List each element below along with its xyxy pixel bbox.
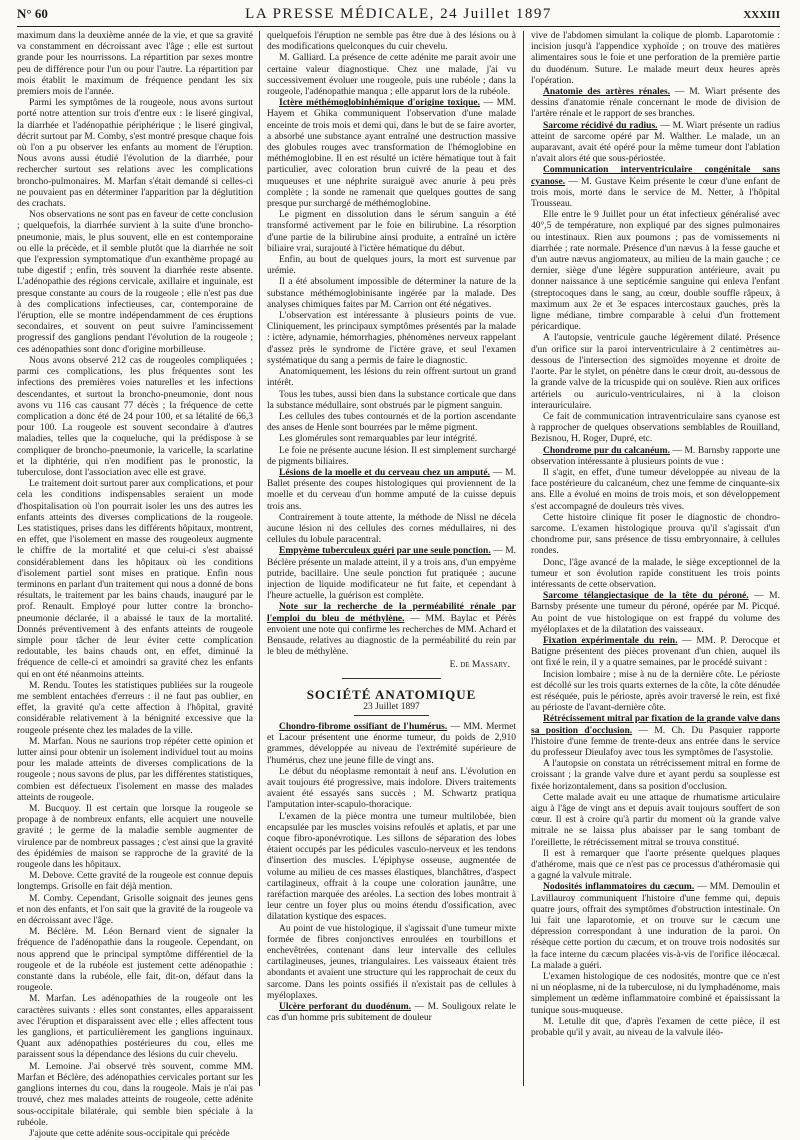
paragraph: Contrairement à toute attente, la méthode de Nissl ne décela aucune lésion ni des cellules des cornes médullaires, ni des cellules du lobule paracentral. — [267, 512, 516, 546]
article-heading: Note sur la recherche de la perméabilité rénale par l'emploi du bleu de méthylène. — [267, 602, 516, 624]
paragraph: Les glomérules sont remarquables par leur intégrité. — [279, 434, 478, 445]
paragraph: vive de l'abdomen simulant la colique de plomb. Laparotomie : incision jusqu'à l'appendice xyphoïde ; on trouve des matières alimentaires sous le foie et une perforation de la première partie du duodénum. Suture. Le malade meurt deux heures après l'opération. — [531, 31, 780, 86]
section-title: SOCIÉTÉ ANATOMIQUE — [306, 686, 477, 702]
paragraph: M. Rendu. Toutes les statistiques publiées sur la rougeole me semblent entachées d'erreurs : il ne faut pas oublier, en effet, la gravité qu'a cette affection à l'hôpital, gravité considérable relativement à la bénignité excessive que la rougeole présente chez les malades de la ville. — [17, 680, 253, 736]
paragraph: Elle entre le 9 Juillet pour un état infectieux généralisé avec 40°,5 de température, non expliqué par des signes pulmonaires ou intestinaux. Rien aux poumons ; pas de vomissements ni diarrhée ; rate normale. Présence d'un nævus à la fesse gauche et d'un autre nævus angiomateux, au milieu de la main gauche ; ce dernier, siège d'une légère suppuration antérieure, avait pu donner naissance à une septicémie sanguine qui enleva l'enfant (streptocoques dans le sang, au cœur, double souffle râpeux, à maximum aux 2e et 3e espaces intercostaux gauches, près la ligne médiane, timbre comparable à celui d'un frottement péricardique. — [531, 210, 780, 333]
paragraph: Nous avons observé 212 cas de rougeoles compliquées ; parmi ces complications, les plus fréquentes sont les infections des premières voies naturelles et les infections descendantes, et surtout la broncho-pneumonie, dont nous avons vu 116 cas causant 77 décès ; la fréquence de cette complication a donc été de 24 pour 100, et sa létalité de 66,3 pour 100. La rougeole est souvent secondaire à d'autres maladies, telles que la coqueluche, qui la prédispose à se compliquer de broncho-pneumonie, la varicelle, la scarlatine et la diphtérie, qui n'en modifient pas le pronostic, la tuberculose, dont l'association avec elle est grave. — [17, 355, 253, 478]
paragraph: M. Marfan. Nous ne saurions trop répéter cette opinion et lutter ainsi pour obtenir un isolement individuel tout au moins pour les malade atteints de diverses complications de la rougeole ; nous savons de plus, par les différentes statistiques, combien est défectueux l'isolement en masse des malades atteints de rougeole. — [17, 736, 253, 803]
article-heading: Sarcome télangiectasique de la tête du péroné. — [543, 591, 749, 602]
paragraph: M. Lemoine. J'ai observé très souvent, comme MM. Marfan et Béclère, des adénopathies cervicales portant sur les ganglions internes du cou, dans la rougeole. Mais je n'ai pas trouvé, chez mes malades atteints de rougeole, cette adénite sous-occipitale bilatérale, qui semble bien spéciale à la rubéole. — [17, 1061, 253, 1128]
article-text: — MM. Hayem et Ghika communiquent l'observation d'une malade enceinte de trois mois et demi qui, dans le but de se faire avorter, a absorbé une substance ayant entraîné une destruction massive des globules rouges avec transformation de l'hémoglobine en méthémoglobine. Il en est résulté un ictère hématique tout à fait particulier, avec coloration brun cuivré de la peau et des muqueuses et une néphrite suraiguë avec anurie à peu près complète ; la sonde ne ramenait que quelques gouttes de sang presque pur surchargé de méthémoglobine. — [267, 98, 517, 210]
article-text: — M. Gustave Keim présente le cœur d'une enfant de trois mois, morte dans le service de M. Netter, à l'hôpital Trousseau. — [531, 176, 780, 210]
paragraph: maximum dans la deuxième année de la vie, et que sa gravité va constamment en décroissant avec l'âge ; elle est surtout grande pour les nourrissons. La répartition par sexes montre peu de différence pour l'un ou pour l'autre. La répartition par mois établit le maximum de fréquence pendant les six premiers mois de l'année. — [17, 31, 253, 98]
paragraph: Les cellules des tubes contournés et de la portion ascendante des anses de Henle sont bourrées par le même pigment. — [267, 411, 516, 434]
paragraph: A l'autopsie, ventricule gauche légèrement dilaté. Présence d'un orifice sur la paroi interventriculaire à 2 centimètres au-dessous de l'intersection des sigmoïdes moyenne et droite de l'aorte. Par le stylet, on pénètre dans le cœur droit, au-dessous de la grande valve de la tricuspide qui on soulève. Rien aux orifices artériels ou auriculo-ventriculaires, ni à la cloison interauriculaire. — [531, 333, 780, 411]
article-text: — MM. P. Derocque et Batigne présentent des pièces provenant d'un chien, auquel ils ont fixé le rein, il y a quatre semaines, par le procédé suivant : — [531, 635, 781, 669]
article-text: — MM. Demoulin et Lavillauroy communiquent l'histoire d'une femme qui, depuis quatre jours, offrait des symptômes d'obstruction intestinale. On lui fait une laparotomie, et on trouve sur le cæcum une dépression correspondant à une induration de la paroi. On résèque cette portion du cæcum, et on trouve trois nodosités sur la face interne du cæcum placées vis-à-vis de l'orifice iléocæcal. La malade a guéri. — [531, 882, 781, 971]
page-number: XXXIII — [743, 9, 780, 21]
issue-number: N° 60 — [17, 6, 48, 21]
paragraph: L'observation est intéressante à plusieurs points de vue. Cliniquement, les principaux symptômes présentés par la malade : ictère, adynamie, hémorrhagies, phénomènes nerveux rappelant d'assez près le syndrome de l'ictère grave, et seul l'examen systématique du sang a permis de faire le diagnostic. — [267, 311, 516, 366]
paragraph: L'examen histologique de ces nodosités, montre que ce n'est ni un néoplasme, ni de la tuberculose, ni du lymphadénome, mais simplement un œdème inflammatoire combiné et épaississant la tunique sous-muqueuse. — [531, 972, 780, 1016]
article-entry — [531, 121, 780, 166]
article-entry — [267, 98, 516, 210]
article-entry — [531, 591, 780, 636]
article-heading: Empyème tuberculeux guéri par une seule ponction. — [279, 546, 491, 557]
article-entry — [531, 165, 780, 210]
article-entry — [267, 546, 516, 602]
article-text: — M. Ch. Du Pasquier rapporte l'histoire d'une femme de trente-deux ans entrée dans le service du professeur Dieulafoy avec tous les symptômes de l'asystolie. — [531, 725, 781, 758]
article-heading: Ictère méthémoglobinhémique d'origine toxique. — [279, 98, 480, 109]
article-heading: Chondrome pur du calcanéum. — [543, 445, 670, 456]
article-entry — [531, 882, 780, 972]
column-1 — [17, 31, 259, 1139]
paragraph: Le foie ne présente aucune lésion. Il est simplement surchargé de pigments biliaires. — [267, 445, 516, 467]
paragraph: J'ajoute que cette adénite sous-occipitale qui précède — [29, 1128, 230, 1139]
paragraph: Enfin, au bout de quelques jours, la mort est survenue par urémie. — [267, 255, 516, 277]
article-entry — [267, 722, 516, 767]
journal-title: LA PRESSE MÉDICALE, 24 Juillet 1897 — [245, 6, 552, 22]
paragraph: M. Comby. Cependant, Grisolle soignait des jeunes gens et non des enfants, et l'on sait que la gravité de la rougeole va en décroissant avec l'âge. — [17, 893, 253, 927]
paragraph: M. Galliard. La présence de cette adénite me parait avoir une certaine valeur diagnostique. Chez une malade, j'ai vu successivement évoluer une rougeole, puis une rubéole ; dans la rougeole, l'adénopathie manqua ; elle apparut lors de la rubéole. — [267, 53, 516, 98]
page-header — [17, 6, 780, 27]
article-text: — MM. Baylac et Pérès envoient une note qui confirme les recherches de MM. Achard et Bensaude, relatives au diagnostic de la perméabilité du rein par le bleu de méthylène. — [267, 613, 517, 658]
article-entry — [531, 636, 780, 670]
paragraph: L'examen de la pièce montra une tumeur multilobée, bien encapsulée par les muscles voisins refoulés et aplatis, et par une coque fibro-aponévrotique. Les sillons de séparation des lobes étaient occupés par les pédicules vasculo-nerveux et les tendons d'insertion des muscles. L'épiphyse osseuse, augmentée de volume au milieu de ces masses élastiques, blanchâtres, d'aspect cartilagineux, offrait à la coupe une coloration jaunâtre, une raréfaction marquée des aréoles. La section des lobes montrait à leur centre un foyer plus ou moins étendu d'ossification, avec dilatation kystique des espaces. — [267, 811, 516, 923]
section-date: 23 Juillet 1897 — [363, 701, 420, 712]
paragraph: Le début du néoplasme remontait à neuf ans. L'évolution en avait toujours été progressive, mais indolore. Divers traitements avaient été essayés sans succès ; M. Schwartz pratiqua l'amputation inter-scapulo-thoracique. — [267, 766, 516, 811]
article-heading: Sarcome récidivé du radius. — [543, 120, 658, 131]
article-heading: Communication interventriculaire congénitale sans cyanose. — [531, 165, 780, 187]
paragraph: Il s'agit, en effet, d'une tumeur développée au niveau de la face postérieure du calcanéum, chez une femme de cinquante-six ans. Elle a évolué en moins de trois mois, et son développement s'est accompagné de douleurs très vives. — [531, 467, 780, 512]
column-3 — [524, 31, 780, 1086]
article-heading: Fixation expérimentale du rein. — [543, 635, 678, 646]
paragraph: Donc, l'âge avancé de la malade, le siège exceptionnel de la tumeur et son évolution rapide constituent les trois points intéressants de cette observation. — [531, 557, 780, 590]
paragraph: A l'autopsie on constata un rétrécissement mitral en forme de croissant ; la grande valve dure et ayant perdu sa souplesse est fixée horizontalement, dans sa position d'occlusion. — [531, 759, 780, 792]
article-text: — M. Barnsby rapporte une observation intéressante à plusieurs points de vue : — [531, 445, 781, 467]
article-text: — M. Ballet présente des coupes histologiques qui proviennent de la moelle et du cerveau d'un homme amputé de la cuisse depuis trois ans. — [267, 467, 517, 512]
divider — [354, 715, 429, 716]
paragraph: Incision lombaire ; mise à nu de la dernière côte. Le périoste est décollé sur les trois quarts externes de la côte, la côte dénudée est réséquée, puis le périoste, après avoir traversé le rein, est fixé au périoste de l'avant-dernière côte. — [531, 669, 780, 714]
article-entry — [531, 714, 780, 759]
article-heading: Ulcère perforant du duodénum. — [279, 1002, 412, 1013]
paragraph: quelquefois l'éruption ne semble pas être due à des lésions ou à des modifications quelconques du cuir chevelu. — [267, 31, 516, 53]
paragraph: Anatomiquement, les lésions du rein offrent surtout un grand intérêt. — [267, 367, 516, 389]
paragraph: M. Béclère. M. Léon Bernard vient de signaler la fréquence de l'adénopathie dans la rougeole. Cependant, on nous apprend que le principal symptôme différentiel de la rougeole et de la rubéole est justement cette adénopathie : constante dans la rubéole, elle fait, dit-on, défaut dans la rougeole. — [17, 927, 253, 994]
columns — [17, 31, 781, 1139]
paragraph: Tous les tubes, aussi bien dans la substance corticale que dans la substance médullaire, sont obstrués par le pigment sanguin. — [267, 389, 516, 411]
paragraph: Au point de vue histologique, il s'agissait d'une tumeur mixte formée de fibres conjonctives enroulées en tourbillons et enchevêtrées, contenant dans leur intervalle des cellules cartilagineuses, jeunes, triangulaires. Les vaisseaux étaient très abondants et avaient une structure qui les rapprochait de ceux du sarcome. Dans les points ossifiés il n'existait pas de cellules à myéloplaxes. — [267, 923, 516, 1001]
divider — [342, 678, 442, 679]
article-text: — M. Wiart présente des dessins d'anatomie rénale concernant le mode de division de l'artère rénale et le rapport de ses branches. — [531, 87, 780, 120]
article-entry — [531, 446, 780, 468]
article-text: — M. Barnsby présente une tumeur du péroné, opérée par M. Picqué. Au point de vue histologique on est frappé du volume des myéloplaxes et de la dilatation des vaisseaux. — [531, 591, 781, 635]
paragraph: Nos observations ne sont pas en faveur de cette conclusion ; quelquefois, la diarrhée survient à la suite d'une broncho-pneumonie, mais, le plus souvent, elle en est contemporaine ou elle la précède, et il semble plutôt que la diarrhée ne soit que l'expression symptomatique d'un exanthème propagé au tube digestif ; enfin, très souvent la diarrhée reste absente. L'adénopathie des régions cervicale, axillaire et inguinale, est presque constante au cours de la rougeole ; elle n'est pas due à des complications infectieuses, car, contemporaine de l'éruption, elle se montre indépendamment de ces éruptions secondaires, et souvent on peut suivre l'amincissement progressif des ganglions pendant l'évolution de la rougeole ; ces adénopathies sont donc d'origine morbilleuse. — [17, 210, 253, 355]
author-signature: E. de Massary. — [449, 660, 510, 671]
article-text: — MM. Mermet et Lacour présentent une énorme tumeur, du poids de 2,910 grammes, développée au niveau de l'extrémité supérieure de l'humérus, chez une jeune fille de vingt ans. — [267, 721, 517, 766]
paragraph: Ce fait de communication intraventriculaire sans cyanose est à rapprocher de quelques observations semblables de Rouilland, Bezisnou, H. Roger, Dupré, etc. — [531, 411, 780, 445]
paragraph: Le pigment en dissolution dans le sérum sanguin a été transformé activement par le foie en bilirubine. La résorption d'une partie de la bilirubine ainsi produite, a entraîné un ictère biliaire vrai, surajouté à l'ictère hématique du début. — [267, 210, 516, 254]
paragraph: Cette histoire clinique fit poser le diagnostic de chondro-sarcome. L'examen histologique prouva qu'il s'agissait d'un chondrome pur, sans présence de tissu embryonnaire, à cellules rondes. — [531, 512, 780, 557]
article-heading: Lésions de la moelle et du cerveau chez un amputé. — [279, 467, 490, 478]
article-heading: Rétrécissement mitral par fixation de la grande valve dans sa position d'occlusion. — [531, 714, 780, 736]
article-entry — [531, 87, 780, 121]
article-heading: Nodosités inflammatoires du cæcum. — [543, 882, 695, 893]
article-entry — [267, 602, 516, 658]
paragraph: Il est à remarquer que l'aorte présente quelques plaques d'athérome, mais que ce n'est pas ce processus d'athéromasie qui a gagné la valvule mitrale. — [531, 848, 780, 882]
paragraph: Cette malade avait eu une attaque de rhumatisme articulaire aigu à l'âge de vingt ans et depuis avait toujours souffert de son cœur. Il est à croire qu'à partir du moment où la grande valve mitrale ne se laissa plus abaisser par le sang tombant de l'oreillette, le rétrécissement mitral se trouva constitué. — [531, 792, 780, 848]
article-entry — [267, 468, 516, 513]
paragraph: M. Marfan. Les adénopathies de la rougeole ont les caractères suivants : elles sont constantes, elles apparaissent avec l'éruption et disparaissent avec elle ; elles affectent tous les ganglions, et particulièrement les ganglions inguinaux. Quant aux adénopathies postérieures du cou, elles me paraissent sous la dépendance des lésions du cuir chevelu. — [17, 994, 253, 1061]
column-2 — [259, 31, 524, 1086]
article-text: — M. Souligoux relate le cas d'un homme pris subitement de douleur — [267, 1002, 516, 1024]
paragraph: M. Letulle dit que, d'après l'examen de cette pièce, il est probable qu'il y avait, au niveau de la valvule iléo- — [531, 1016, 780, 1039]
article-text: — M. Béclère présente un malade atteint, il y a trois ans, d'un empyème putride, bacillaire. Une seule ponction fut pratiquée ; aucune injection de liquide modificateur ne fut faite, et cependant à l'heure actuelle, la guérison est complète. — [267, 546, 517, 602]
article-text: — M. Wiart présente un radius atteint de sarcome opéré par M. Walther. Le malade, un an auparavant, avait été opéré pour la même tumeur dont l'ablation n'avait alors été que sous-périostée. — [531, 120, 781, 165]
paragraph: Le traitement doit surtout parer aux complications, et pour cela les conditions indispensables seraient un mode d'hospitalisation où l'on pourrait isoler les uns des autres les enfants atteints des diverses complications de la rougeole. Les statistiques, prises dans les différents hôpitaux, montrent, en effet, que l'isolement en masse des rougeoleux augmente le chiffre de la mortalité et que celui-ci s'est abaissé considérablement dans les hôpitaux où les conditions d'isolement partiel sont mises en pratique. Enfin nous terminons en parlant d'un traitement qui nous a donné de bons résultats, le traitement par les bains chauds, inauguré par le prof. Renault. Employé pour lutter contre la broncho-pneumonie déclarée, il a abaissé le taux de la mortalité. Donnés préventivement à des enfants atteints de rougeole simple pour tâcher de leur éviter cette complication redoutable, les bains chauds ont, en effet, diminué la fréquence de celle-ci et amoindri sa gravité chez les enfants qui en ont été néanmoins atteints. — [17, 479, 253, 680]
paragraph: Il a été absolument impossible de déterminer la nature de la substance méthémoglobinisante ingérée par la malade. Des analyses chimiques faites par M. Carrion ont été négatives. — [267, 277, 516, 310]
article-heading: Anatomie des artères rénales. — [543, 87, 671, 98]
paragraph: M. Bucquoy. Il est certain que lorsque la rougeole se propage à de nombreux enfants, elle acquiert une nouvelle gravité ; le germe de la maladie semble augmenter de virulence par de nombreux passages ; c'est ainsi que la gravité des épidémies de maison se rapproche de la gravité de la rougeole dans les hôpitaux. — [17, 804, 253, 871]
paragraph: Parmi les symptômes de la rougeole, nous avons surtout porté notre attention sur trois d'entre eux : le liseré gingival, la diarrhée et l'adénopathie périphérique ; le liseré gingival, décrit surtout par M. Comby, s'est montré presque chaque fois où l'on a pu observer les enfants au moment de l'éruption. Nous avons aussi étudié l'évolution de la diarrhée, pour rechercher surtout ses relations avec les complications broncho-pulmonaires. M. Marfan s'était demandé si celles-ci ne pouvaient pas en déterminer l'apparition par la déglutition des crachats. — [17, 98, 253, 210]
article-entry — [267, 1002, 516, 1024]
article-heading: Chondro-fibrome ossifiant de l'humérus. — [279, 721, 448, 732]
paragraph: M. Debove. Cette gravité de la rougeole est connue depuis longtemps. Grisolle en fait déjà mention. — [17, 871, 253, 893]
